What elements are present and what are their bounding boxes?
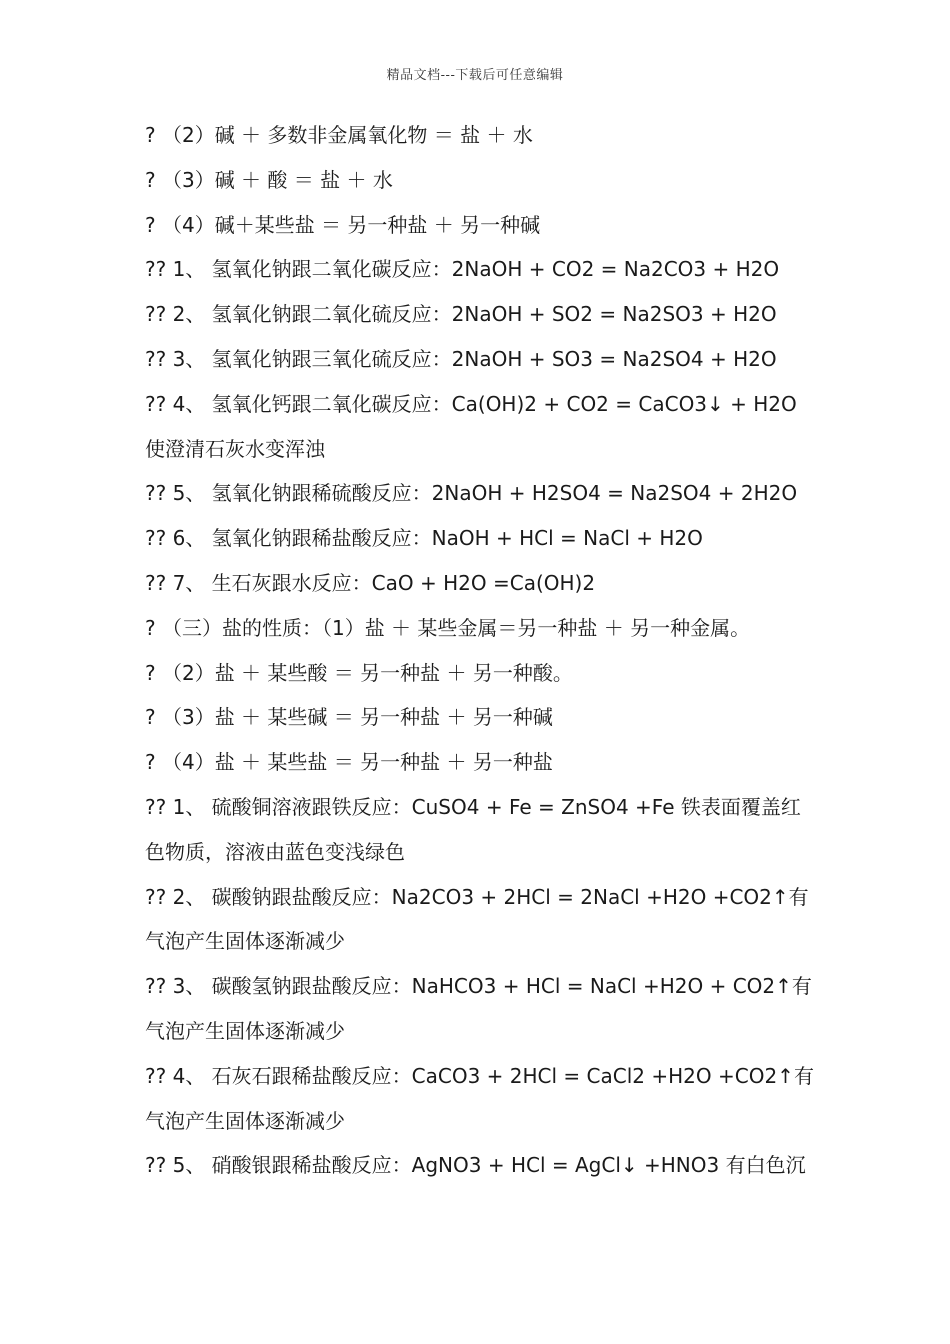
text-line: ?? 2、 碳酸钠跟盐酸反应：Na2CO3 + 2HCl = 2NaCl +H2O +CO2↑有 [145, 884, 809, 909]
text-line: 气泡产生固体逐渐减少 [145, 1108, 345, 1133]
text-line: ?? 7、 生石灰跟水反应：CaO + H2O =Ca(OH)2 [145, 570, 596, 595]
text-line: 色物质，溶液由蓝色变浅绿色 [145, 839, 405, 864]
text-line: ? （2）盐 ＋ 某些酸 ＝ 另一种盐 ＋ 另一种酸。 [145, 660, 573, 685]
text-line: 使澄清石灰水变浑浊 [145, 436, 325, 461]
text-line: ?? 3、 碳酸氢钠跟盐酸反应：NaHCO3 + HCl = NaCl +H2O + CO2↑有 [145, 974, 812, 999]
text-line: ?? 3、 氢氧化钠跟三氧化硫反应：2NaOH + SO3 = Na2SO4 + H2O [145, 346, 777, 371]
text-line: ? （3）盐 ＋ 某些碱 ＝ 另一种盐 ＋ 另一种碱 [145, 705, 553, 730]
text-line: ?? 4、 石灰石跟稀盐酸反应：CaCO3 + 2HCl = CaCl2 +H2O +CO2↑有 [145, 1063, 814, 1088]
text-line: ? （4）碱＋某些盐 ＝ 另一种盐 ＋ 另一种碱 [145, 212, 541, 237]
text-line: ? （2）碱 ＋ 多数非金属氧化物 ＝ 盐 ＋ 水 [145, 123, 533, 147]
text-line: ?? 4、 氢氧化钙跟二氧化碳反应：Ca(OH)2 + CO2 = CaCO3↓ + H2O [145, 391, 797, 416]
text-line: 气泡产生固体逐渐减少 [145, 929, 345, 954]
text-line: ?? 1、 硫酸铜溶液跟铁反应：CuSO4 + Fe = ZnSO4 +Fe 铁表面覆盖红 [145, 794, 801, 819]
text-line: ? （3）碱 ＋ 酸 ＝ 盐 ＋ 水 [145, 167, 393, 192]
text-line: ?? 5、 氢氧化钠跟稀硫酸反应：2NaOH + H2SO4 = Na2SO4 + 2H2O [145, 481, 798, 506]
text-line: ? （4）盐 ＋ 某些盐 ＝ 另一种盐 ＋ 另一种盐 [145, 750, 553, 775]
page-header: 精品文档---下载后可任意编辑 [386, 68, 564, 83]
document-body [145, 113, 815, 1188]
text-line: ?? 1、 氢氧化钠跟二氧化碳反应：2NaOH + CO2 = Na2CO3 + H2O [145, 257, 780, 282]
text-line: ?? 2、 氢氧化钠跟二氧化硫反应：2NaOH + SO2 = Na2SO3 + H2O [145, 302, 777, 327]
text-line: 气泡产生固体逐渐减少 [145, 1018, 345, 1043]
text-line: ?? 6、 氢氧化钠跟稀盐酸反应：NaOH + HCl = NaCl + H2O [145, 526, 703, 551]
text-line: ?? 5、 硝酸银跟稀盐酸反应：AgNO3 + HCl = AgCl↓ +HNO3 有白色沉 [145, 1153, 806, 1178]
text-line: ? （三）盐的性质：（1）盐 ＋ 某些金属＝另一种盐 ＋ 另一种金属。 [145, 615, 751, 640]
